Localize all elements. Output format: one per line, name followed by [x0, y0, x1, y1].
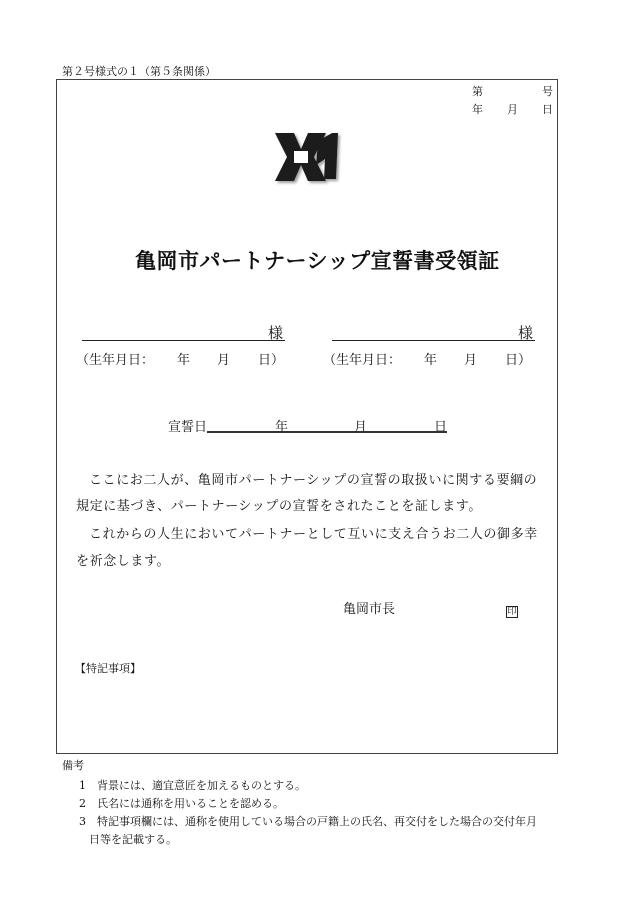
oath-date-day: 日	[434, 420, 448, 435]
form-label: 第２号様式の１（第５条関係）	[62, 65, 216, 78]
body-line-4: を祈念します。	[76, 554, 171, 569]
person1-name-line	[82, 340, 285, 341]
seal-mark	[506, 599, 518, 618]
person2-dob-month: 月	[464, 353, 478, 368]
header-day: 日	[542, 103, 553, 116]
signer-title: 亀岡市長	[343, 602, 396, 617]
person1-honorific: 様	[268, 324, 284, 342]
city-emblem-logo	[270, 129, 342, 187]
body-line-3: これからの人生においてパートナーとして互いに支え合うお二人の御多幸	[89, 527, 538, 542]
person1-dob-label: （生年月日：	[76, 353, 155, 368]
person2-dob-year: 年	[424, 353, 438, 368]
person2-name-line	[332, 340, 535, 341]
body-line-2: 規定に基づき、パートナーシップの宣誓をされたことを証します。	[76, 499, 482, 514]
oath-date-label: 宣誓日	[168, 420, 208, 435]
person2-honorific: 様	[518, 324, 534, 342]
remarks-item: 2 氏名には通称を用いることを認める。	[79, 797, 284, 810]
person1-dob-month: 月	[217, 353, 231, 368]
oath-date-year: 年	[275, 420, 289, 435]
remarks-heading: 備考	[62, 759, 84, 772]
person1-dob-year: 年	[177, 353, 191, 368]
number-suffix: 号	[542, 85, 553, 98]
body-line-1: ここにお二人が、亀岡市パートナーシップの宣誓の取扱いに関する要綱の	[89, 473, 538, 488]
seal-icon: 印	[507, 607, 517, 617]
oath-date-month: 月	[354, 420, 368, 435]
oath-date-underline	[207, 431, 447, 433]
header-year: 年	[472, 103, 483, 116]
person2-dob-label: （生年月日：	[323, 353, 402, 368]
person1-dob-day: 日）	[258, 353, 285, 368]
special-notes-label: 【特記事項】	[75, 662, 141, 675]
person2-dob-day: 日）	[505, 353, 532, 368]
certificate-title: 亀岡市パートナーシップ宣誓書受領証	[135, 248, 500, 273]
remarks-item: 日等を記載する。	[89, 833, 177, 846]
number-prefix: 第	[472, 85, 483, 98]
header-month: 月	[507, 103, 518, 116]
remarks-item: 1 背景には、適宜意匠を加えるものとする。	[79, 779, 306, 792]
remarks-item: 3 特記事項欄には、通称を使用している場合の戸籍上の氏名、再交付をした場合の交付年月	[79, 815, 537, 828]
